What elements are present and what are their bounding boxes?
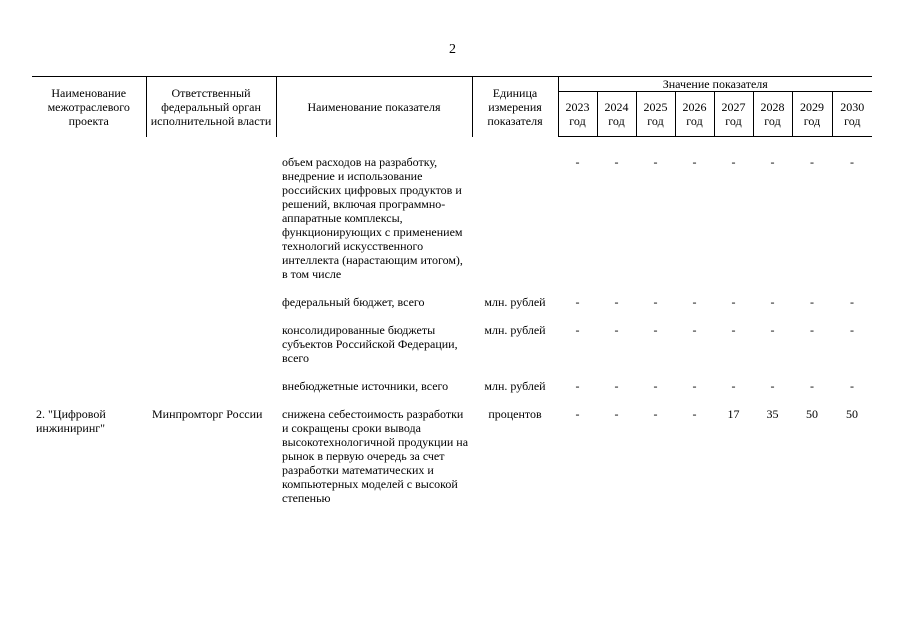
project-cell [32, 379, 146, 393]
indicator-cell: федеральный бюджет, всего [282, 295, 425, 309]
value-cell: - [731, 295, 736, 309]
value-cell: - [770, 323, 775, 337]
header-year: 2024 год [597, 92, 636, 137]
unit-cell [472, 155, 558, 281]
table-row [32, 323, 872, 365]
value-cell: 17 [727, 407, 740, 421]
value-cell: - [731, 379, 736, 393]
unit-cell: процентов [488, 407, 542, 421]
value-cell: - [575, 155, 580, 169]
value-cell: - [575, 379, 580, 393]
value-cell: - [770, 155, 775, 169]
value-cell: - [692, 155, 697, 169]
value-cell: - [770, 295, 775, 309]
value-cell: - [692, 379, 697, 393]
table-row [32, 155, 872, 281]
header-year: 2023 год [558, 92, 597, 137]
indicator-cell: объем расходов на разработку, внедрение и использование российских цифровых продуктов и решений, включая программно-аппаратные комплексы, функционирующих с применением технологий искусственного интеллекта (нарастающим итогом), в том числе [282, 155, 463, 281]
value-cell: - [770, 379, 775, 393]
header-authority: Ответственный федеральный орган исполнительной власти [146, 77, 276, 137]
indicators-table [32, 76, 872, 505]
value-cell: - [810, 295, 814, 309]
value-cell: - [653, 379, 658, 393]
authority-cell [146, 155, 276, 281]
table-row [32, 379, 872, 393]
value-cell: - [614, 407, 619, 421]
value-cell: - [614, 379, 619, 393]
header-values-group: Значение показателя [558, 77, 872, 92]
indicator-cell: внебюджетные источники, всего [282, 379, 449, 393]
value-cell: - [810, 155, 814, 169]
value-cell: - [614, 295, 619, 309]
value-cell: - [850, 379, 855, 393]
value-cell: 50 [806, 407, 818, 421]
value-cell: - [692, 323, 697, 337]
project-cell [32, 155, 146, 281]
authority-cell: Минпромторг России [152, 407, 263, 421]
value-cell: - [810, 323, 814, 337]
header-year: 2028 год [753, 92, 792, 137]
header-year: 2025 год [636, 92, 675, 137]
authority-cell [146, 379, 276, 393]
value-cell: - [614, 323, 619, 337]
header-year: 2030 год [832, 92, 872, 137]
value-cell: - [850, 155, 855, 169]
value-cell: - [810, 379, 814, 393]
project-cell [32, 323, 146, 365]
value-cell: - [575, 323, 580, 337]
value-cell: - [692, 407, 697, 421]
value-cell: - [850, 295, 855, 309]
value-cell: - [653, 323, 658, 337]
value-cell: - [850, 323, 855, 337]
value-cell: - [653, 295, 658, 309]
indicator-cell: консолидированные бюджеты субъектов Российской Федерации, всего [282, 323, 458, 365]
header-unit: Единица измерения показателя [472, 77, 558, 137]
value-cell: - [731, 323, 736, 337]
unit-cell: млн. рублей [484, 379, 546, 393]
page-number: 2 [449, 42, 456, 57]
header-project: Наименование межотраслевого проекта [32, 77, 146, 137]
project-cell [32, 295, 146, 309]
value-cell: - [614, 155, 619, 169]
value-cell: 50 [846, 407, 859, 421]
table-row [32, 295, 872, 309]
value-cell: - [731, 155, 736, 169]
value-cell: - [692, 295, 697, 309]
indicator-cell: снижена себестоимость разработки и сокращены сроки вывода высокотехнологичной продукции на рынок в первую очередь за счет разработки математических и компьютерных моделей с высокой степенью [282, 407, 469, 505]
unit-cell: млн. рублей [484, 323, 546, 337]
value-cell: - [653, 155, 658, 169]
value-cell: - [575, 407, 580, 421]
header-year: 2026 год [675, 92, 714, 137]
authority-cell [146, 323, 276, 365]
header-row-1 [32, 77, 872, 92]
header-year: 2029 год [792, 92, 832, 137]
table-row [32, 407, 872, 505]
value-cell: 35 [766, 407, 779, 421]
unit-cell: млн. рублей [484, 295, 546, 309]
authority-cell [146, 295, 276, 309]
project-cell: 2. "Цифровой инжиниринг" [36, 407, 106, 435]
value-cell: - [575, 295, 580, 309]
header-year: 2027 год [714, 92, 753, 137]
value-cell: - [653, 407, 658, 421]
header-indicator: Наименование показателя [276, 77, 472, 137]
